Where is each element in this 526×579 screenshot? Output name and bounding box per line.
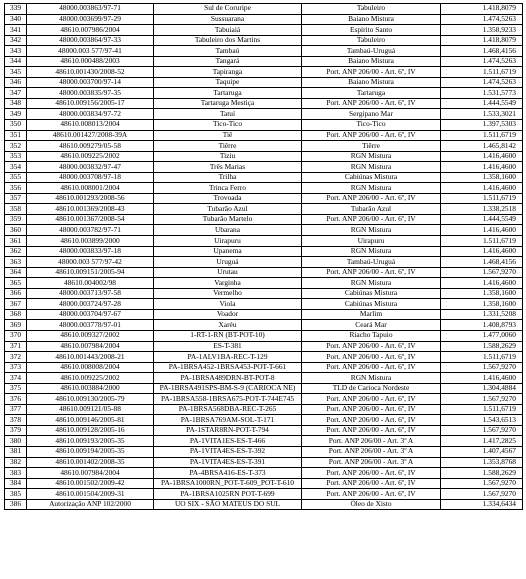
process-number: 48610.001443/2008-21 [27, 352, 154, 363]
row-number: 354 [5, 162, 27, 173]
process-number: 48000.003700/97-14 [27, 77, 154, 88]
process-number: 48610.009128/2005-16 [27, 425, 154, 436]
row-number: 386 [5, 499, 27, 510]
row-number: 376 [5, 394, 27, 405]
field-name: UO SIX - SÃO MATEUS DO SUL [154, 499, 302, 510]
reference-stream: Marlim [302, 309, 441, 320]
table-row [5, 352, 523, 363]
price-value: 1.511,6719 [441, 236, 523, 247]
row-number: 385 [5, 489, 27, 500]
table-row [5, 25, 523, 36]
reference-stream: Baiano Mistura [302, 56, 441, 67]
price-value: 1.358,1600 [441, 288, 523, 299]
reference-stream: Port. ANP 206/00 - Art. 6º, IV [302, 404, 441, 415]
row-number: 361 [5, 236, 27, 247]
table-row [5, 172, 523, 183]
field-name: PA-1BRSA1025RN POT-T-699 [154, 489, 302, 500]
table-row [5, 478, 523, 489]
row-number: 355 [5, 172, 27, 183]
field-name: Tubarão Azul [154, 204, 302, 215]
row-number: 344 [5, 56, 27, 67]
reference-stream: Tambaú-Uruguá [302, 46, 441, 57]
price-value: 1.465,8142 [441, 141, 523, 152]
process-number: 48000.003778/97-01 [27, 320, 154, 331]
table-row [5, 204, 523, 215]
field-name: PA-1BRSA568DBA-REC-T-265 [154, 404, 302, 415]
process-number: 48610.008008/2004 [27, 362, 154, 373]
price-value: 1.567,9270 [441, 267, 523, 278]
row-number: 351 [5, 130, 27, 141]
price-value: 1.416,4600 [441, 162, 523, 173]
row-number: 384 [5, 478, 27, 489]
reference-stream: Port. ANP 206/00 - Art. 6º, IV [302, 425, 441, 436]
reference-stream: Baiano Mistura [302, 14, 441, 25]
process-number: 48610.009194/2005-35 [27, 446, 154, 457]
reference-stream: Ceará Mar [302, 320, 441, 331]
row-number: 379 [5, 425, 27, 436]
price-value: 1.468,4156 [441, 46, 523, 57]
price-value: 1.567,9270 [441, 394, 523, 405]
row-number: 383 [5, 468, 27, 479]
table-row [5, 267, 523, 278]
field-name: Ubarana [154, 225, 302, 236]
row-number: 373 [5, 362, 27, 373]
price-value: 1.353,8768 [441, 457, 523, 468]
row-number: 370 [5, 330, 27, 341]
field-name: PA-1BRSA452-1BRSA453-POT-T-661 [154, 362, 302, 373]
reference-stream: Port. ANP 206/00 - Art. 6º, IV [302, 394, 441, 405]
table-row [5, 236, 523, 247]
field-name: ES-T-381 [154, 341, 302, 352]
table-row [5, 193, 523, 204]
table-row [5, 77, 523, 88]
process-number: 48000.003832/97-47 [27, 162, 154, 173]
table-row [5, 225, 523, 236]
table-row [5, 14, 523, 25]
price-value: 1.407,4567 [441, 446, 523, 457]
field-name: Taquipe [154, 77, 302, 88]
reference-stream: Port. ANP 206/00 - Art. 6º, IV [302, 130, 441, 141]
price-value: 1.511,6719 [441, 130, 523, 141]
reference-stream: RGN Mistura [302, 162, 441, 173]
price-value: 1.408,8793 [441, 320, 523, 331]
reference-stream: Tubarão Azul [302, 204, 441, 215]
price-value: 1.511,6719 [441, 67, 523, 78]
table-row [5, 499, 523, 510]
row-number: 352 [5, 141, 27, 152]
reference-stream: Port. ANP 206/00 - Art. 6º, IV [302, 362, 441, 373]
reference-stream: Port. ANP 206/00 - Art. 3º A [302, 446, 441, 457]
table-row [5, 404, 523, 415]
field-name: Voador [154, 309, 302, 320]
reference-stream: Tartaruga [302, 88, 441, 99]
price-value: 1.397,5303 [441, 120, 523, 131]
reference-stream: RGN Mistura [302, 373, 441, 384]
document-page [4, 3, 522, 510]
row-number: 377 [5, 404, 27, 415]
table-row [5, 88, 523, 99]
price-value: 1.358,1600 [441, 299, 523, 310]
table-row [5, 56, 523, 67]
row-number: 347 [5, 88, 27, 99]
row-number: 375 [5, 383, 27, 394]
reference-stream: Baiano Mistura [302, 77, 441, 88]
table-row [5, 446, 523, 457]
process-number: 48610.009130/2005-79 [27, 394, 154, 405]
reference-stream: TLD de Carioca Nordeste [302, 383, 441, 394]
process-number: 48000.003708/97-18 [27, 172, 154, 183]
table-row [5, 394, 523, 405]
field-name: PA-1BRSA491SPS-BM-S-9 (CARIOCA NE) [154, 383, 302, 394]
table-row [5, 330, 523, 341]
reference-stream: Riacho Tapuio [302, 330, 441, 341]
row-number: 372 [5, 352, 27, 363]
price-value: 1.477,0060 [441, 330, 523, 341]
row-number: 362 [5, 246, 27, 257]
price-value: 1.511,6719 [441, 352, 523, 363]
row-number: 345 [5, 67, 27, 78]
price-value: 1.444,5549 [441, 214, 523, 225]
table-row [5, 425, 523, 436]
field-name: Trinca Ferro [154, 183, 302, 194]
price-value: 1.567,9270 [441, 478, 523, 489]
price-value: 1.588,2629 [441, 341, 523, 352]
field-name: Xaréu [154, 320, 302, 331]
process-number: 48610.001504/2009-31 [27, 489, 154, 500]
row-number: 346 [5, 77, 27, 88]
field-name: Vermelho [154, 288, 302, 299]
row-number: 358 [5, 204, 27, 215]
process-number: 48610.008001/2004 [27, 183, 154, 194]
table-row [5, 257, 523, 268]
table-row [5, 415, 523, 426]
field-name: Trilha [154, 172, 302, 183]
field-name: Tico-Tico [154, 120, 302, 131]
price-value: 1.567,9270 [441, 489, 523, 500]
price-value: 1.416,4600 [441, 278, 523, 289]
price-value: 1.543,6513 [441, 415, 523, 426]
row-number: 359 [5, 214, 27, 225]
field-name: Três Marias [154, 162, 302, 173]
process-number: 48610.007986/2004 [27, 25, 154, 36]
table-row [5, 288, 523, 299]
table-row [5, 141, 523, 152]
process-number: 48610.001293/2008-56 [27, 193, 154, 204]
price-value: 1.588,2629 [441, 468, 523, 479]
process-number: 48610.004002/98 [27, 278, 154, 289]
process-number: 48610.001502/2009-42 [27, 478, 154, 489]
row-number: 350 [5, 120, 27, 131]
table-row [5, 162, 523, 173]
price-value: 1.474,5263 [441, 56, 523, 67]
price-value: 1.334,6434 [441, 499, 523, 510]
reference-stream: Port. ANP 206/00 - Art. 6º, IV [302, 415, 441, 426]
price-value: 1.418,8079 [441, 4, 523, 15]
reference-stream: RGN Mistura [302, 278, 441, 289]
reference-stream: Port. ANP 206/00 - Art. 6º, IV [302, 267, 441, 278]
process-number: 48000.003699/97-29 [27, 14, 154, 25]
field-name: Tartaruga Mestiça [154, 98, 302, 109]
reference-stream: Óleo de Xisto [302, 499, 441, 510]
price-value: 1.416,4600 [441, 151, 523, 162]
row-number: 374 [5, 373, 27, 384]
row-number: 366 [5, 288, 27, 299]
price-value: 1.468,4156 [441, 257, 523, 268]
field-name: PA-4BRSA416-ES-T-373 [154, 468, 302, 479]
process-number: 48610.009156/2005-17 [27, 98, 154, 109]
row-number: 343 [5, 46, 27, 57]
price-value: 1.567,9270 [441, 425, 523, 436]
row-number: 339 [5, 4, 27, 15]
process-number: 48610.001430/2008-52 [27, 67, 154, 78]
field-name: Tangará [154, 56, 302, 67]
price-value: 1.531,5773 [441, 88, 523, 99]
table-row [5, 67, 523, 78]
process-number: 48000.003724/97-28 [27, 299, 154, 310]
reference-stream: Port. ANP 206/00 - Art. 6º, IV [302, 98, 441, 109]
process-number: 48000.003 577/97-41 [27, 46, 154, 57]
price-value: 1.511,6719 [441, 193, 523, 204]
process-number: 48610.009279/05-58 [27, 141, 154, 152]
reference-stream: Tambaú-Uruguá [302, 257, 441, 268]
field-name: PA-1BRSA1000RN_POT-T-609_POT-T-610 [154, 478, 302, 489]
table-row [5, 457, 523, 468]
row-number: 353 [5, 151, 27, 162]
reference-stream: Uirapuru [302, 236, 441, 247]
table-row [5, 320, 523, 331]
field-name: Tubarão Martelo [154, 214, 302, 225]
reference-stream: Port. ANP 206/00 - Art. 6º, IV [302, 468, 441, 479]
field-name: Urutau [154, 267, 302, 278]
field-name: PA-1BRSA489DRN-BT-POT-8 [154, 373, 302, 384]
process-number: 48610.003899/2000 [27, 236, 154, 247]
reference-stream: Sergipano Mar [302, 109, 441, 120]
process-number: 48000.003713/97-58 [27, 288, 154, 299]
table-body [5, 4, 523, 510]
price-value: 1.338,2518 [441, 204, 523, 215]
row-number: 357 [5, 193, 27, 204]
field-name: Trovoada [154, 193, 302, 204]
price-value: 1.416,4600 [441, 373, 523, 384]
price-value: 1.474,5263 [441, 77, 523, 88]
reference-stream: RGN Mistura [302, 225, 441, 236]
field-name: Tiêrre [154, 141, 302, 152]
field-name: PA-1ALV1BA-REC-T-129 [154, 352, 302, 363]
process-number: 48610.001367/2008-54 [27, 214, 154, 225]
table-row [5, 214, 523, 225]
reference-stream: Tabuleiro [302, 35, 441, 46]
table-row [5, 299, 523, 310]
field-name: PA-1VITA4ES-ES-T-391 [154, 457, 302, 468]
process-number: 48000.003835/97-35 [27, 88, 154, 99]
price-value: 1.417,2825 [441, 436, 523, 447]
field-name: Varginha [154, 278, 302, 289]
table-row [5, 489, 523, 500]
field-price-table [4, 3, 523, 510]
table-row [5, 35, 523, 46]
price-value: 1.416,4600 [441, 183, 523, 194]
table-row [5, 383, 523, 394]
field-name: PA-1STAR8RN-POT-T-794 [154, 425, 302, 436]
process-number: 48000.003863/97-71 [27, 4, 154, 15]
process-number: 48000.003834/97-72 [27, 109, 154, 120]
reference-stream: Port. ANP 206/00 - Art. 3º A [302, 436, 441, 447]
field-name: Viola [154, 299, 302, 310]
reference-stream: Cabiúnas Mistura [302, 172, 441, 183]
table-row [5, 436, 523, 447]
reference-stream: Port. ANP 206/00 - Art. 3º A [302, 457, 441, 468]
price-value: 1.511,6719 [441, 404, 523, 415]
table-row [5, 130, 523, 141]
process-number: 48000.003704/97-67 [27, 309, 154, 320]
process-number: 48000.003833/97-18 [27, 246, 154, 257]
row-number: 371 [5, 341, 27, 352]
field-name: Tiê [154, 130, 302, 141]
price-value: 1.474,5263 [441, 14, 523, 25]
field-name: PA-1BRSA558-1BRSA675-POT-T-744E745 [154, 394, 302, 405]
process-number: 48610.003884/2000 [27, 383, 154, 394]
field-name: Sussuarana [154, 14, 302, 25]
process-number: 48610.009225/2002 [27, 373, 154, 384]
row-number: 364 [5, 267, 27, 278]
field-name: PA-1BRSA769AM-SOL-T-171 [154, 415, 302, 426]
field-name: Sul de Coruripe [154, 4, 302, 15]
price-value: 1.567,9270 [441, 362, 523, 373]
reference-stream: RGN Mistura [302, 183, 441, 194]
price-value: 1.533,3021 [441, 109, 523, 120]
field-name: Tambaú [154, 46, 302, 57]
field-name: 1-RT-1-RN (BT-POT-10) [154, 330, 302, 341]
process-number: 48610.009121/05-88 [27, 404, 154, 415]
process-number: 48610.001427/2008-39A [27, 130, 154, 141]
reference-stream: Port. ANP 206/00 - Art. 6º, IV [302, 478, 441, 489]
table-row [5, 373, 523, 384]
reference-stream: Espírito Santo [302, 25, 441, 36]
table-row [5, 4, 523, 15]
table-row [5, 109, 523, 120]
process-number: 48610.000488/2003 [27, 56, 154, 67]
table-row [5, 183, 523, 194]
table-row [5, 46, 523, 57]
row-number: 341 [5, 25, 27, 36]
process-number: 48000.003864/97-33 [27, 35, 154, 46]
table-row [5, 341, 523, 352]
row-number: 380 [5, 436, 27, 447]
process-number: 48610.009225/2002 [27, 151, 154, 162]
reference-stream: Port. ANP 206/00 - Art. 6º, IV [302, 214, 441, 225]
row-number: 360 [5, 225, 27, 236]
field-name: Tapiranga [154, 67, 302, 78]
process-number: 48610.007984/2004 [27, 468, 154, 479]
price-value: 1.444,5549 [441, 98, 523, 109]
row-number: 348 [5, 98, 27, 109]
price-value: 1.331,5208 [441, 309, 523, 320]
reference-stream: Tiêrre [302, 141, 441, 152]
table-row [5, 309, 523, 320]
row-number: 382 [5, 457, 27, 468]
table-row [5, 98, 523, 109]
process-number: 48610.009193/2005-35 [27, 436, 154, 447]
field-name: Tartaruga [154, 88, 302, 99]
field-name: Tatuí [154, 109, 302, 120]
row-number: 365 [5, 278, 27, 289]
reference-stream: Port. ANP 206/00 - Art. 6º, IV [302, 352, 441, 363]
field-name: Uirapuru [154, 236, 302, 247]
process-number: 48610.001402/2008-35 [27, 457, 154, 468]
table-row [5, 120, 523, 131]
row-number: 340 [5, 14, 27, 25]
field-name: Upanema [154, 246, 302, 257]
process-number: 48610.009151/2005-94 [27, 267, 154, 278]
reference-stream: Port. ANP 206/00 - Art. 6º, IV [302, 67, 441, 78]
table-row [5, 468, 523, 479]
process-number: 48610.009146/2005-81 [27, 415, 154, 426]
price-value: 1.416,4600 [441, 225, 523, 236]
field-name: PA-1VITA1ES-ES-T-466 [154, 436, 302, 447]
field-name: Uruguá [154, 257, 302, 268]
price-value: 1.304,4884 [441, 383, 523, 394]
row-number: 368 [5, 309, 27, 320]
process-number: 48610.001369/2008-43 [27, 204, 154, 215]
field-name: Tabuiaiá [154, 25, 302, 36]
row-number: 363 [5, 257, 27, 268]
field-name: PA-1VITA4ES-ES-T-392 [154, 446, 302, 457]
process-number: 48000.003 577/97-42 [27, 257, 154, 268]
price-value: 1.418,8079 [441, 35, 523, 46]
reference-stream: Port. ANP 206/00 - Art. 6º, IV [302, 341, 441, 352]
reference-stream: RGN Mistura [302, 151, 441, 162]
table-row [5, 246, 523, 257]
reference-stream: Port. ANP 206/00 - Art. 6º, IV [302, 489, 441, 500]
reference-stream: Cabiúnas Mistura [302, 299, 441, 310]
price-value: 1.358,1600 [441, 172, 523, 183]
row-number: 367 [5, 299, 27, 310]
table-row [5, 151, 523, 162]
reference-stream: Port. ANP 206/00 - Art. 6º, IV [302, 193, 441, 204]
process-number: 48000.003782/97-71 [27, 225, 154, 236]
reference-stream: Tico-Tico [302, 120, 441, 131]
row-number: 369 [5, 320, 27, 331]
process-number: Autorização ANP 102/2000 [27, 499, 154, 510]
reference-stream: RGN Mistura [302, 246, 441, 257]
field-name: Tabuleiro dos Martins [154, 35, 302, 46]
reference-stream: Tabuleiro [302, 4, 441, 15]
row-number: 378 [5, 415, 27, 426]
price-value: 1.358,9233 [441, 25, 523, 36]
field-name: Tiziu [154, 151, 302, 162]
row-number: 342 [5, 35, 27, 46]
process-number: 48610.008013/2004 [27, 120, 154, 131]
table-row [5, 278, 523, 289]
row-number: 381 [5, 446, 27, 457]
row-number: 349 [5, 109, 27, 120]
price-value: 1.416,4600 [441, 246, 523, 257]
reference-stream: Cabiúnas Mistura [302, 288, 441, 299]
table-row [5, 362, 523, 373]
process-number: 48610.009327/2002 [27, 330, 154, 341]
process-number: 48610.007984/2004 [27, 341, 154, 352]
row-number: 356 [5, 183, 27, 194]
